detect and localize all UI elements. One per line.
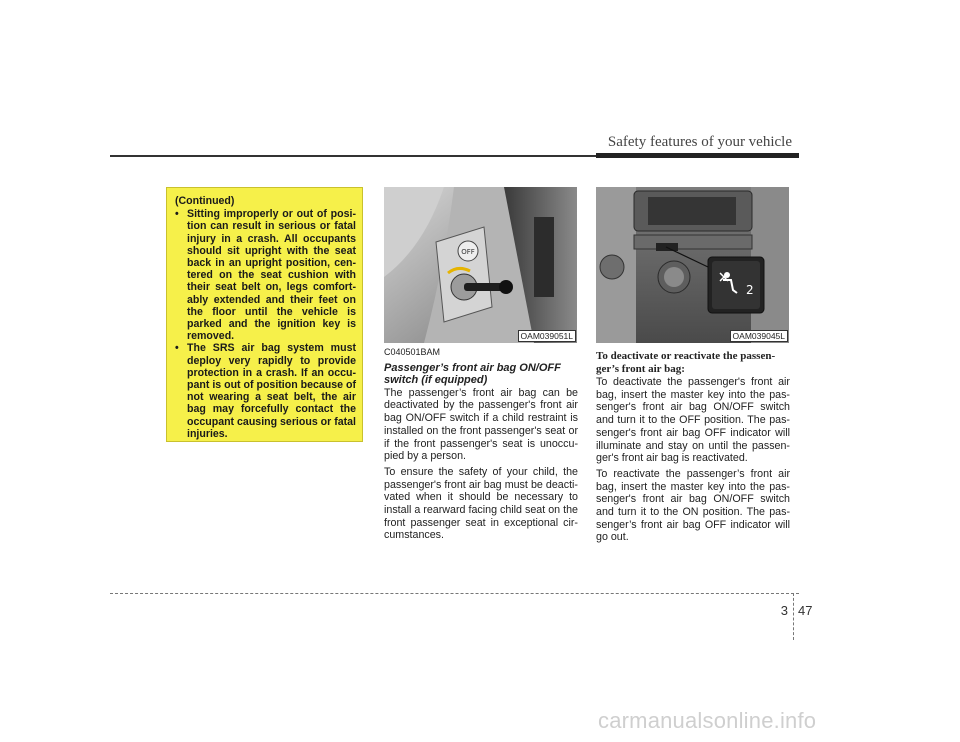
center-console-illustration	[596, 187, 789, 343]
paragraph: To deactivate the passenger's front air bag, insert the master key into the pas-senger's front air bag ON/OFF switch and turn it to the OFF position. The pas-senger's front air bag OFF indicator will illuminate and stay on until the passen-ger's front air bag is reactivated.	[596, 376, 790, 465]
figure-code-label: OAM039045L	[730, 330, 788, 342]
section-subheading: Passenger’s front air bag ON/OFF switch (if equipped)	[384, 361, 561, 386]
watermark: carmanualsonline.info	[598, 708, 817, 733]
airbag-indicator-photo	[596, 187, 789, 343]
instruction-heading: To deactivate or reactivate the passen-ger’s front air bag:	[596, 350, 776, 375]
paragraph: The passenger’s front air bag can be deactivated by the passenger's front air bag ON/OFF switch if a child restraint is installed on the front passenger's seat or if the front passenger's seat is unoccu-pied by a person.	[384, 386, 578, 463]
indicator-number: 2	[746, 283, 754, 297]
svg-text:OFF: OFF	[461, 248, 475, 256]
warning-box	[166, 187, 363, 442]
figure-code-label: OAM039051L	[518, 330, 576, 342]
paragraph: To ensure the safety of your child, the passenger's front air bag must be deacti-vated when it should be necessary to install a rearward facing child seat on the front passenger seat in exceptional cir-cumstances.	[384, 465, 578, 542]
warning-item: • Sitting improperly or out of posi-tion can result in serious or fatal injury in a crash. All occupants should sit upright with the seat back in an upright position, cen-tered on the seat cushion with their seat belt on, legs comfort-ably extended and their feet on the floor until the vehicle is parked and the ignition key is removed.	[175, 208, 356, 342]
airbag-switch-photo	[384, 187, 577, 343]
warning-item: • The SRS air bag system must deploy very rapidly to provide protection in a crash. If an occu-pant is out of position because of not wearing a seat belt, the air bag may forcefully contact the occupant causing serious or fatal injuries.	[175, 342, 356, 440]
warning-heading: (Continued)	[175, 195, 235, 207]
warning-list	[175, 208, 356, 440]
page-section-title: Safety features of your vehicle	[607, 134, 792, 150]
right-column	[596, 346, 790, 547]
middle-column	[384, 346, 578, 545]
footer-divider	[793, 593, 794, 640]
paragraph: To reactivate the passenger’s front air bag, insert the master key into the pas-senger's front air bag ON/OFF switch and turn it to the ON position. The pas-senger’s front air bag OFF indicator will go out.	[596, 467, 790, 544]
chapter-number: 3	[780, 603, 788, 618]
page-number: 47	[798, 603, 813, 618]
footer-rule	[110, 593, 799, 594]
door-panel-illustration	[384, 187, 577, 343]
section-code: C040501BAM	[384, 347, 441, 357]
header-rule-accent	[596, 153, 799, 158]
